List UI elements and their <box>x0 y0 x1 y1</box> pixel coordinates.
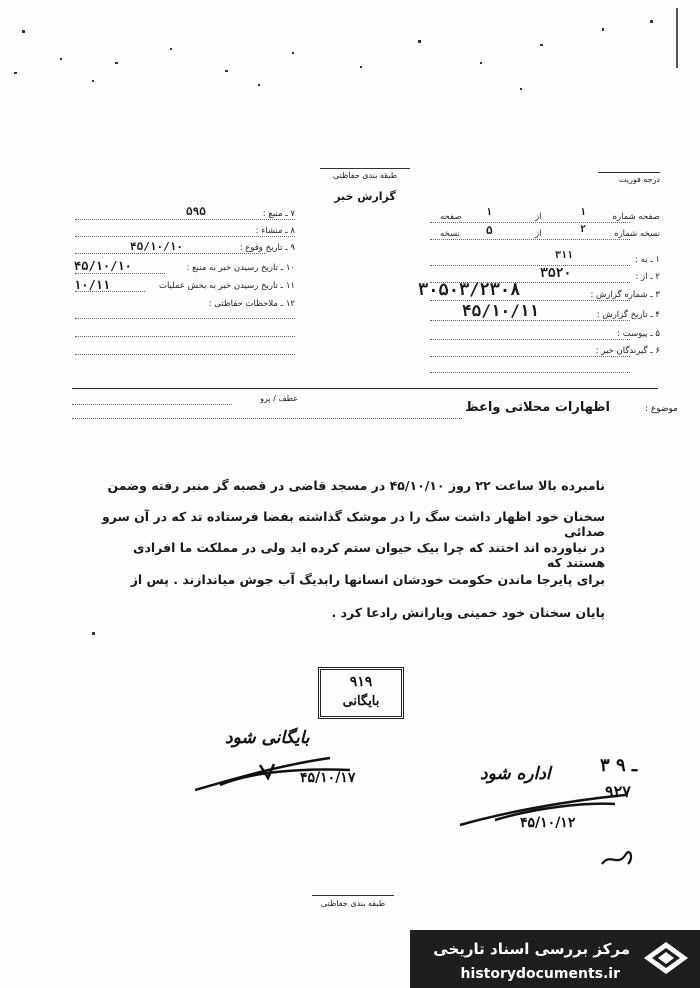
field-value-copy-number: ۲ <box>580 224 587 235</box>
subject-value: اظهارات محلاتی واعظ <box>465 400 610 415</box>
classification-bottom-text: طبقه بندی حفاظتی <box>320 899 386 908</box>
field-label-report-number: ۳ ـ شماره گزارش : <box>590 290 660 300</box>
field-value-copy-total: ۵ <box>486 224 493 237</box>
field-suffix-copy: نسخه <box>440 229 460 239</box>
field-value-received-ops: ۱۰/۱۱ <box>74 278 111 292</box>
subject-label: موضوع : <box>644 404 678 414</box>
classification-top-text: طبقه بندی حفاظتی <box>332 171 398 180</box>
left-note: بایگانی شود <box>225 728 310 748</box>
stamp-word: بایگانی <box>342 694 380 709</box>
field-value-source: ۵۹۵ <box>186 205 206 218</box>
field-label-received-source: ۱۰ ـ تاریخ رسیدن خبر به منبع : <box>186 263 295 273</box>
stamp-number: ۹۱۹ <box>349 674 373 690</box>
field-value-page-number: ۱ <box>580 207 587 218</box>
field-label-occurrence-date: ۹ ـ تاریخ وقوع : <box>239 243 295 253</box>
field-sep-copy: از <box>535 229 542 239</box>
urgency-label-text: درجه فوریت <box>618 175 660 184</box>
classification-bottom <box>312 895 394 908</box>
field-suffix-page: صفحه <box>440 212 462 222</box>
field-label-from: ۲ ـ از : <box>635 272 660 282</box>
archive-stamp <box>318 667 404 719</box>
field-label-security-notes: ۱۲ ـ ملاحظات حفاظتی : <box>208 299 295 309</box>
field-value-occurrence-date: ۴۵/۱۰/۱۰ <box>130 240 183 253</box>
file-label <box>238 394 298 406</box>
urgency-label <box>598 172 660 184</box>
body-line-3: در نیاورده اند اختند که چرا بیک حیوان ستم کرده اید ولی در مملکت ما افرادی هستند که <box>133 540 605 570</box>
body-line-5: پایان سخنان خود خمینی ویارانش رادعا کرد . <box>331 605 605 620</box>
body-line-4: برای پایرجا ماندن حکومت خودشان انسانها رابدیگ آب جوش میاندازند . پس از <box>130 572 605 587</box>
right-date: ۴۵/۱۰/۱۲ <box>520 815 576 831</box>
field-sep-page: از <box>535 212 542 222</box>
field-value-report-date: ۴۵/۱۰/۱۱ <box>462 301 540 320</box>
initials-icon <box>598 842 638 872</box>
field-value-page-total: ۱ <box>486 207 493 218</box>
field-value-from: ۳۵۲۰ <box>540 266 572 281</box>
field-label-copy-number: نسخه شماره <box>614 229 660 239</box>
field-label-source: ۷ ـ منبع : <box>262 209 295 219</box>
right-number: ۹۲۷ <box>605 782 631 801</box>
field-label-received-ops: ۱۱ ـ تاریخ رسیدن خبر به بخش عملیات <box>158 281 295 291</box>
watermark-title: مرکز بررسی اسناد تاریخی <box>433 940 630 958</box>
body-line-2: سخنان خود اظهار داشت سگ را در موشک گذاشته بفضا فرستاده تد که در آن سرو صدائی <box>101 509 605 539</box>
field-label-origin: ۸ ـ منشاء : <box>255 226 295 236</box>
classification-top <box>320 168 410 180</box>
field-value-to: ۳۱۱ <box>555 250 574 261</box>
right-note: اداره شود <box>480 764 551 784</box>
field-value-received-source: ۴۵/۱۰/۱۰ <box>74 259 132 273</box>
watermark-url: historydocuments.ir <box>460 966 620 982</box>
field-value-report-number: ۳۰۵۰۳/۲۳۰۸ <box>418 280 521 300</box>
book-logo-icon <box>640 934 692 982</box>
form-title: گزارش خبر <box>334 190 396 203</box>
field-label-to: ۱ ـ به : <box>635 255 660 265</box>
field-label-report-date: ۴ ـ تاریخ گزارش : <box>596 310 660 320</box>
file-label-text: عطف / پرو <box>260 394 298 403</box>
form-divider <box>72 388 658 389</box>
field-label-page-number: صفحه شماره <box>612 212 660 222</box>
left-date: ۴۵/۱۰/۱۷ <box>300 770 356 786</box>
body-line-1: نامبرده بالا ساعت ۲۲ روز ۴۵/۱۰/۱۰ در مسجد قاضی در قصبه گز منبر رفته وضمن <box>107 478 605 493</box>
right-code: ۳ ـ ۹ <box>600 755 638 776</box>
field-label-recipients: ۶ ـ گیرندگان خبر : <box>595 346 660 356</box>
field-label-attachment: ۵ ـ پیوست : <box>617 329 660 339</box>
